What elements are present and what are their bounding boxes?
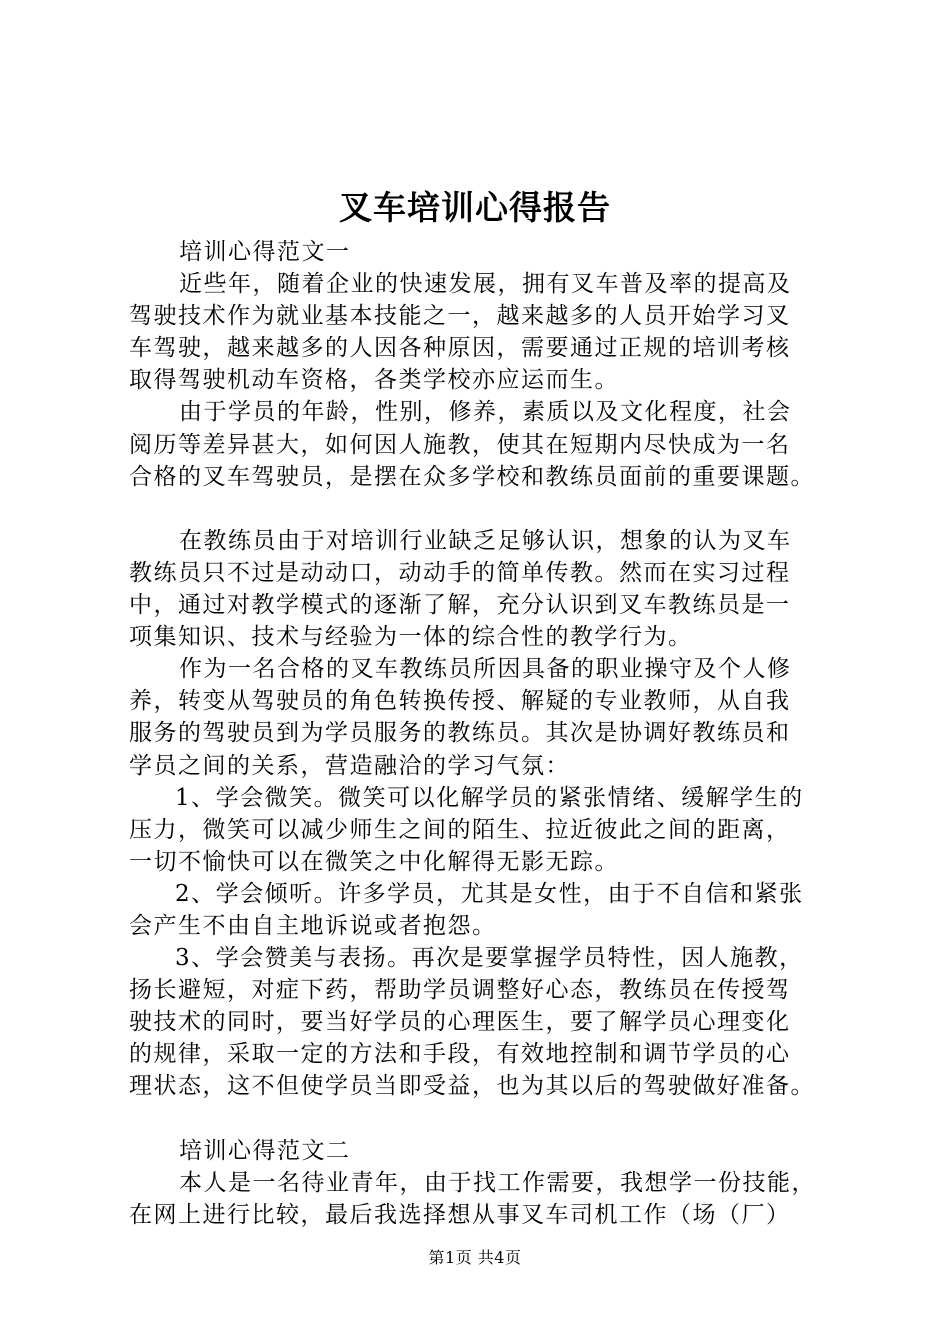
list-item	[129, 942, 864, 1102]
text-line: 会产生不由自主地诉说或者抱怨。	[129, 912, 497, 939]
text-line: 一切不愉快可以在微笑之中化解得无影无踪。	[129, 848, 619, 875]
text-line: 作为一名合格的叉车教练员所因具备的职业操守及个人修	[179, 656, 792, 683]
text-line: 教练员只不过是动动口，动动手的简单传教。然而在实习过程	[129, 559, 791, 586]
text-line: 驾驶技术作为就业基本技能之一，越来越多的人员开始学习叉	[129, 303, 791, 330]
paragraph	[129, 1167, 864, 1231]
list-item	[129, 782, 864, 878]
text-line: 车驾驶，越来越多的人因各种原因，需要通过正规的培训考核	[129, 335, 791, 362]
text-line: 养，转变从驾驶员的角色转换传授、解疑的专业教师，从自我	[129, 688, 791, 715]
document-title: 叉车培训心得报告	[339, 188, 611, 227]
blank-line	[129, 493, 864, 525]
document-body	[129, 236, 864, 1231]
list-item	[129, 878, 864, 942]
paragraph	[129, 653, 864, 781]
text-line: 项集知识、技术与经验为一体的综合性的教学行为。	[129, 624, 693, 651]
text-line: 合格的叉车驾驶员，是摆在众多学校和教练员面前的重要课题。	[129, 463, 815, 490]
text-line: 服务的驾驶员到为学员服务的教练员。其次是协调好教练员和	[129, 720, 791, 747]
text-line: 压力，微笑可以减少师生之间的陌生、拉近彼此之间的距离，	[129, 816, 791, 843]
text-line: 由于学员的年龄，性别，修养，素质以及文化程度，社会	[179, 399, 792, 426]
text-line: 2、学会倾听。许多学员，尤其是女性，由于不自信和紧张	[175, 880, 804, 907]
paragraph	[129, 396, 864, 492]
text-line: 理状态，这不但使学员当即受益，也为其以后的驾驶做好准备。	[129, 1073, 815, 1100]
text-line: 中，通过对教学模式的逐渐了解，充分认识到叉车教练员是一	[129, 592, 791, 619]
section-heading: 培训心得范文一	[179, 239, 351, 265]
text-line: 学员之间的关系，营造融洽的学习气氛：	[129, 752, 570, 779]
paragraph	[129, 268, 864, 396]
paragraph	[129, 525, 864, 653]
text-line: 1、学会微笑。微笑可以化解学员的紧张情绪、缓解学生的	[175, 784, 804, 811]
text-line: 近些年，随着企业的快速发展，拥有叉车普及率的提高及	[179, 271, 792, 298]
text-line: 的规律，采取一定的方法和手段，有效地控制和调节学员的心	[129, 1041, 791, 1068]
text-line: 在网上进行比较，最后我选择想从事叉车司机工作（场（厂）	[129, 1201, 791, 1228]
text-line: 驶技术的同时，要当好学员的心理医生，要了解学员心理变化	[129, 1009, 791, 1036]
text-line: 扬长避短，对症下药，帮助学员调整好心态，教练员在传授驾	[129, 977, 791, 1004]
text-line: 阅历等差异甚大，如何因人施教，使其在短期内尽快成为一名	[129, 431, 791, 458]
text-line: 本人是一名待业青年，由于找工作需要，我想学一份技能，	[179, 1169, 816, 1196]
text-line: 取得驾驶机动车资格，各类学校亦应运而生。	[129, 367, 619, 394]
text-line: 在教练员由于对培训行业缺乏足够认识，想象的认为叉车	[179, 527, 792, 554]
blank-line	[129, 1103, 864, 1135]
text-line: 3、学会赞美与表扬。再次是要掌握学员特性，因人施教，	[175, 945, 804, 972]
section-heading: 培训心得范文二	[179, 1137, 351, 1164]
page-number-footer: 第1页 共4页	[428, 1248, 522, 1267]
